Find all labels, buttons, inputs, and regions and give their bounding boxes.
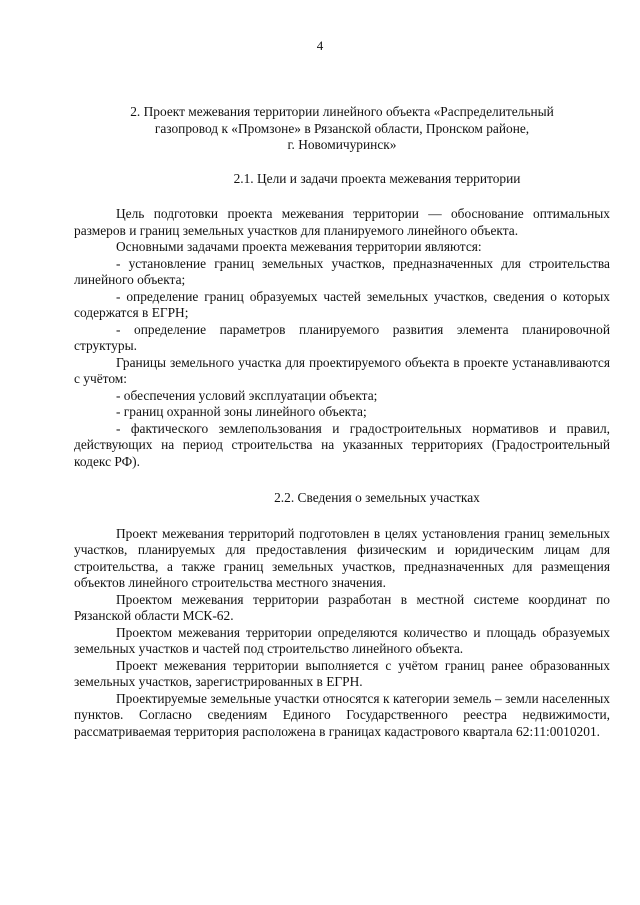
paragraph: Проектом межевания территории разработан в местной системе координат по Рязанской области МСК-62. — [74, 591, 610, 623]
subsection-title-goals: 2.1. Цели и задачи проекта межевания территории — [233, 170, 521, 186]
subsection-land-plots-body — [74, 526, 610, 741]
paragraph: Границы земельного участка для проектируемого объекта в проекте устанавливаются с учётом: — [74, 354, 610, 386]
section-title — [74, 104, 610, 154]
subsection-goals-body — [74, 206, 610, 470]
paragraph: Проектируемые земельные участки относятся к категории земель – земли населенных пунктов. Согласно сведениям Единого Государственного реестра недвижимости, рассматриваемая территория расположена в границах кадастрового квартала 62:11:0010201. — [74, 690, 610, 739]
list-item: - фактического землепользования и градостроительных нормативов и правил, действующих на период строительства на указанных территориях (Градостроительный кодекс РФ). — [74, 420, 610, 469]
section-title-line: 2. Проект межевания территории линейного объекта «Распределительный — [130, 104, 554, 119]
paragraph: Цель подготовки проекта межевания территории — обоснование оптимальных размеров и границ земельных участков для планируемого линейного объекта. — [74, 206, 610, 238]
list-item: - определение границ образуемых частей земельных участков, сведения о которых содержатся в ЕГРН; — [74, 288, 610, 320]
list-item: - установление границ земельных участков, предназначенных для строительства линейного объекта; — [74, 255, 610, 287]
section-title-line: газопровод к «Промзоне» в Рязанской области, Пронском районе, — [154, 120, 530, 136]
list-item: - обеспечения условий эксплуатации объекта; — [116, 387, 378, 403]
section-title-line: г. Новомичуринск» — [287, 137, 397, 152]
subsection-title-land-plots: 2.2. Сведения о земельных участках — [274, 490, 480, 505]
page-number: 4 — [316, 38, 324, 53]
paragraph: Основными задачами проекта межевания территории являются: — [116, 239, 482, 254]
paragraph: Проектом межевания территории определяются количество и площадь образуемых земельных участков и частей под строительство линейного объекта. — [74, 624, 610, 656]
paragraph: Проект межевания территории выполняется с учётом границ ранее образованных земельных участков, зарегистрированных в ЕГРН. — [74, 657, 610, 689]
document-body — [74, 104, 610, 740]
paragraph: Проект межевания территорий подготовлен в целях установления границ земельных участков, планируемых для предоставления физическим и юридическим лицам для строительства, а также границ земельных участков, предназначенных для размещения объектов линейного строительства местного значения. — [74, 525, 610, 590]
list-item: - определение параметров планируемого развития элемента планировочной структуры. — [74, 321, 610, 353]
list-item: - границ охранной зоны линейного объекта; — [116, 404, 367, 419]
